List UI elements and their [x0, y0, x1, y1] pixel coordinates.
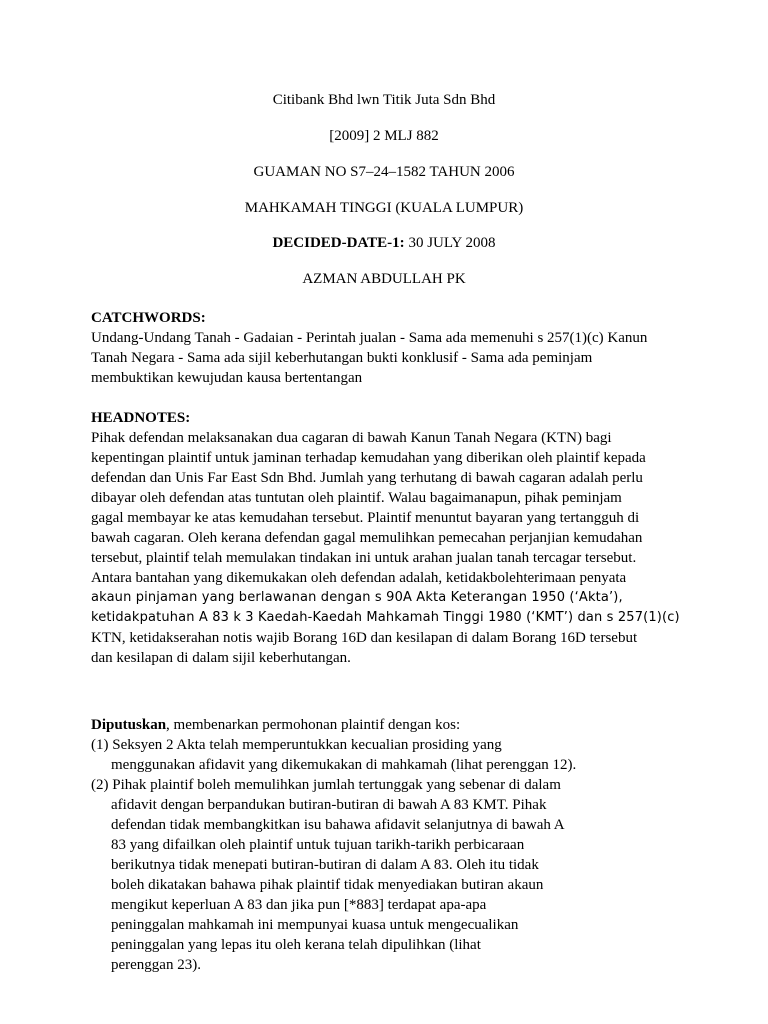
- holding-item-line: boleh dikatakan bahawa pihak plaintif tidak menyediakan butiran akaun: [111, 877, 544, 893]
- holding-item-line: afidavit dengan berpandukan butiran-butiran di bawah A 83 KMT. Pihak: [111, 797, 547, 813]
- citation: [2009] 2 MLJ 882: [329, 128, 439, 144]
- headnotes-line: Pihak defendan melaksanakan dua cagaran di bawah Kanun Tanah Negara (KTN) bagi: [91, 430, 612, 446]
- headnotes-line: defendan dan Unis Far East Sdn Bhd. Jumlah yang terhutang di bawah cagaran adalah perlu: [91, 470, 643, 486]
- catchwords-heading: CATCHWORDS:: [91, 310, 206, 326]
- headnotes-line: kepentingan plaintif untuk jaminan terhadap kemudahan yang diberikan oleh plaintif kepada: [91, 450, 646, 466]
- holding-lead-bold: Diputuskan: [91, 717, 167, 733]
- catchwords-line: Tanah Negara - Sama ada sijil keberhutangan bukti konklusif - Sama ada peminjam: [91, 350, 593, 366]
- suit-number: GUAMAN NO S7–24–1582 TAHUN 2006: [253, 164, 515, 180]
- holding-lead-rest: , membenarkan permohonan plaintif dengan kos:: [166, 717, 461, 733]
- headnotes-line: tersebut, plaintif telah memulakan tindakan ini untuk arahan jualan tanah tercagar tersebut.: [91, 550, 637, 566]
- judge-name: AZMAN ABDULLAH PK: [302, 271, 466, 287]
- holding-item-1: [91, 735, 681, 775]
- holding-item-line: peninggalan yang lepas itu oleh kerana telah dipulihkan (lihat: [111, 937, 481, 953]
- holding-item-line: (1) Seksyen 2 Akta telah memperuntukkan kecualian prosiding yang: [91, 737, 502, 753]
- catchwords-line: Undang-Undang Tanah - Gadaian - Perintah jualan - Sama ada memenuhi s 257(1)(c) Kanun: [91, 330, 648, 346]
- headnotes-line: KTN, ketidakserahan notis wajib Borang 16D dan kesilapan di dalam Borang 16D tersebut: [91, 630, 638, 646]
- holding-item-line: peninggalan mahkamah ini mempunyai kuasa untuk mengecualikan: [111, 917, 519, 933]
- catchwords-section: [91, 308, 681, 388]
- headnotes-section: [91, 408, 681, 668]
- decided-date-value: 30 JULY 2008: [404, 235, 496, 251]
- holding-item-2: [91, 775, 681, 975]
- headnotes-line: Antara bantahan yang dikemukakan oleh defendan adalah, ketidakbolehterimaan penyata: [91, 570, 627, 586]
- holding-item-line: defendan tidak membangkitkan isu bahawa afidavit selanjutnya di bawah A: [111, 817, 565, 833]
- holding-item-line: perenggan 23).: [111, 957, 201, 973]
- court-name: MAHKAMAH TINGGI (KUALA LUMPUR): [244, 200, 524, 216]
- headnotes-line: dan kesilapan di dalam sijil keberhutangan.: [91, 650, 351, 666]
- holding-item-line: mengikut keperluan A 83 dan jika pun [*883] terdapat apa-apa: [111, 897, 487, 913]
- holding-lead: [91, 715, 681, 735]
- headnotes-heading: HEADNOTES:: [91, 410, 191, 426]
- holding-item-line: 83 yang difailkan oleh plaintif untuk tujuan tarikh-tarikh perbicaraan: [111, 837, 525, 853]
- catchwords-line: membuktikan kewujudan kausa bertentangan: [91, 370, 363, 386]
- case-title: Citibank Bhd lwn Titik Juta Sdn Bhd: [272, 92, 496, 108]
- headnotes-line: bawah cagaran. Oleh kerana defendan gagal memulihkan pemecahan perjanjian kemudahan: [91, 530, 643, 546]
- holding-item-line: (2) Pihak plaintif boleh memulihkan jumlah tertunggak yang sebenar di dalam: [91, 777, 561, 793]
- decided-date: [0, 233, 768, 253]
- headnotes-line: gagal membayar ke atas kemudahan tersebut. Plaintif menuntut bayaran yang tertangguh di: [91, 510, 640, 526]
- headnotes-line: dibayar oleh defendan atas tuntutan oleh plaintif. Walau bagaimanapun, pihak peminjam: [91, 490, 622, 506]
- headnotes-line: ketidakpatuhan A 83 k 3 Kaedah-Kaedah Mahkamah Tinggi 1980 (‘KMT’) dan s 257(1)(c): [91, 610, 680, 625]
- headnotes-line: akaun pinjaman yang berlawanan dengan s 90A Akta Keterangan 1950 (‘Akta’),: [91, 590, 623, 605]
- holding-item-line: menggunakan afidavit yang dikemukakan di mahkamah (lihat perenggan 12).: [111, 757, 577, 773]
- holding-section: [91, 715, 681, 975]
- holding-item-line: berikutnya tidak menepati butiran-butiran di dalam A 83. Oleh itu tidak: [111, 857, 539, 873]
- decided-date-label: DECIDED-DATE-1:: [272, 235, 405, 251]
